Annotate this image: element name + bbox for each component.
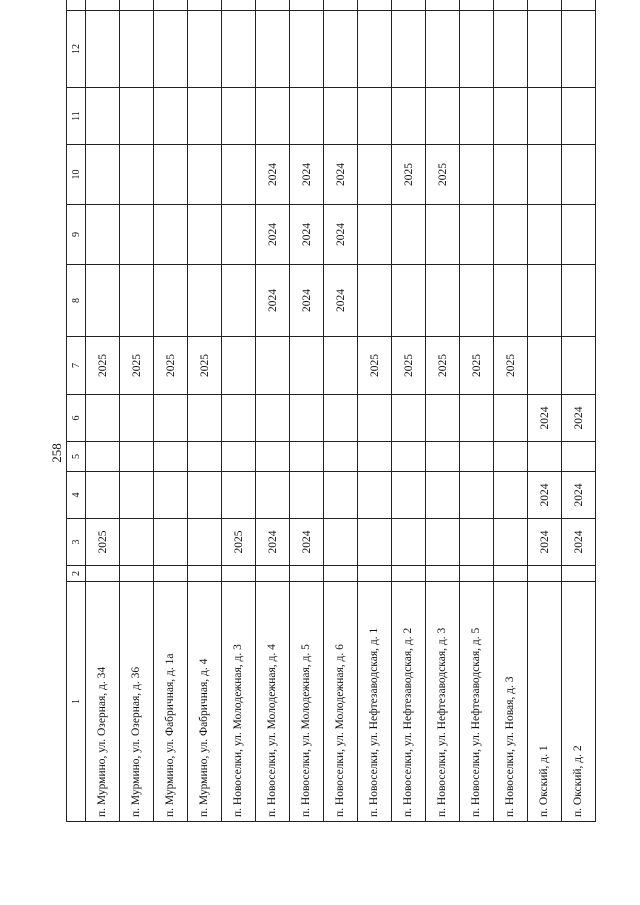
year-cell-c5 (392, 442, 426, 472)
year-cell-c10 (188, 145, 222, 205)
year-cell-c3: 2025 (222, 519, 256, 566)
year-cell-c12 (290, 11, 324, 88)
year-cell-c11 (188, 88, 222, 145)
year-cell-c5 (562, 442, 596, 472)
year-cell-c2 (86, 566, 120, 582)
year-cell-c8 (426, 265, 460, 337)
year-cell-c2 (494, 566, 528, 582)
column-number-header-row (67, 0, 86, 822)
column-header: 5 (67, 442, 86, 472)
year-cell-c8: 2024 (256, 265, 290, 337)
year-cell-c5 (426, 442, 460, 472)
year-cell-c2 (290, 566, 324, 582)
year-cell-c10 (562, 145, 596, 205)
year-cell-c6: 2024 (528, 395, 562, 442)
year-cell-c6 (188, 395, 222, 442)
address-cell: п. Мурмино, ул. Озерная, д. 34 (86, 582, 120, 822)
address-cell: п. Новоселки, ул. Молодежная, д. 5 (290, 582, 324, 822)
table-row (358, 0, 392, 822)
column-header: 12 (67, 11, 86, 88)
year-cell-c8 (494, 265, 528, 337)
year-cell-c7: 2025 (426, 337, 460, 395)
year-cell-c12 (392, 11, 426, 88)
year-cell-c11 (120, 88, 154, 145)
year-cell-c6: 2024 (562, 395, 596, 442)
year-cell-c5 (460, 442, 494, 472)
year-cell-c13 (256, 0, 290, 11)
year-cell-c12 (154, 11, 188, 88)
year-cell-c2 (120, 566, 154, 582)
year-cell-c6 (256, 395, 290, 442)
year-cell-c12 (222, 11, 256, 88)
year-cell-c6 (392, 395, 426, 442)
year-cell-c3: 2024 (290, 519, 324, 566)
year-cell-c13 (188, 0, 222, 11)
year-cell-c12 (256, 11, 290, 88)
year-cell-c2 (460, 566, 494, 582)
table-row (494, 0, 528, 822)
table-body (86, 0, 596, 822)
year-cell-c13 (494, 0, 528, 11)
year-cell-c5 (256, 442, 290, 472)
table-row (460, 0, 494, 822)
column-header: 10 (67, 145, 86, 205)
year-cell-c2 (222, 566, 256, 582)
year-cell-c7: 2025 (154, 337, 188, 395)
year-cell-c6 (154, 395, 188, 442)
table-row (120, 0, 154, 822)
year-cell-c13 (324, 0, 358, 11)
year-cell-c2 (358, 566, 392, 582)
year-cell-c13 (86, 0, 120, 11)
year-cell-c8: 2024 (290, 265, 324, 337)
address-cell: п. Новоселки, ул. Нефтезаводская, д. 5 (460, 582, 494, 822)
year-cell-c8 (528, 265, 562, 337)
year-cell-c4 (494, 472, 528, 519)
year-cell-c13 (154, 0, 188, 11)
year-cell-c4 (222, 472, 256, 519)
year-cell-c11 (222, 88, 256, 145)
year-cell-c4: 2024 (528, 472, 562, 519)
column-header: 9 (67, 205, 86, 265)
year-cell-c11 (154, 88, 188, 145)
year-cell-c3 (392, 519, 426, 566)
address-cell: п. Мурмино, ул. Озерная, д. 36 (120, 582, 154, 822)
year-cell-c10 (120, 145, 154, 205)
year-cell-c11 (460, 88, 494, 145)
year-cell-c2 (426, 566, 460, 582)
year-cell-c12 (494, 11, 528, 88)
year-cell-c12 (426, 11, 460, 88)
table-row (222, 0, 256, 822)
year-cell-c11 (86, 88, 120, 145)
year-cell-c4 (460, 472, 494, 519)
year-cell-c8 (460, 265, 494, 337)
address-cell: п. Новоселки, ул. Молодежная, д. 6 (324, 582, 358, 822)
year-cell-c10 (460, 145, 494, 205)
year-cell-c4 (154, 472, 188, 519)
year-cell-c3 (154, 519, 188, 566)
year-cell-c13 (290, 0, 324, 11)
year-cell-c9 (494, 205, 528, 265)
page-number: 258 (49, 443, 64, 463)
year-cell-c3: 2024 (256, 519, 290, 566)
column-header: 8 (67, 265, 86, 337)
year-cell-c5 (494, 442, 528, 472)
year-cell-c4 (188, 472, 222, 519)
year-cell-c12 (358, 11, 392, 88)
year-cell-c6 (222, 395, 256, 442)
year-cell-c7 (290, 337, 324, 395)
year-cell-c7: 2025 (494, 337, 528, 395)
year-cell-c4 (426, 472, 460, 519)
year-cell-c4 (392, 472, 426, 519)
year-cell-c4 (324, 472, 358, 519)
year-cell-c3: 2024 (528, 519, 562, 566)
year-cell-c12 (562, 11, 596, 88)
year-cell-c4 (256, 472, 290, 519)
year-cell-c5 (290, 442, 324, 472)
year-cell-c10: 2024 (256, 145, 290, 205)
year-cell-c4: 2024 (562, 472, 596, 519)
year-cell-c9: 2024 (256, 205, 290, 265)
year-cell-c8 (120, 265, 154, 337)
table-row (324, 0, 358, 822)
year-cell-c11 (392, 88, 426, 145)
year-cell-c6 (324, 395, 358, 442)
year-cell-c10: 2025 (426, 145, 460, 205)
year-cell-c9 (460, 205, 494, 265)
address-cell: п. Новоселки, ул. Молодежная, д. 4 (256, 582, 290, 822)
year-cell-c7: 2025 (86, 337, 120, 395)
year-cell-c7 (256, 337, 290, 395)
year-cell-c4 (290, 472, 324, 519)
year-cell-c4 (86, 472, 120, 519)
year-cell-c13 (426, 0, 460, 11)
table-row (562, 0, 596, 822)
year-cell-c13 (562, 0, 596, 11)
year-cell-c9 (154, 205, 188, 265)
year-cell-c5 (222, 442, 256, 472)
year-cell-c5 (154, 442, 188, 472)
year-cell-c12 (120, 11, 154, 88)
year-cell-c4 (120, 472, 154, 519)
year-cell-c11 (528, 88, 562, 145)
year-cell-c5 (86, 442, 120, 472)
year-cell-c10 (494, 145, 528, 205)
table-row (188, 0, 222, 822)
year-cell-c8 (392, 265, 426, 337)
year-cell-c11 (426, 88, 460, 145)
year-cell-c2 (188, 566, 222, 582)
year-cell-c7: 2025 (120, 337, 154, 395)
year-cell-c3 (426, 519, 460, 566)
year-cell-c8: 2024 (324, 265, 358, 337)
year-cell-c11 (324, 88, 358, 145)
year-cell-c10 (154, 145, 188, 205)
column-header: 6 (67, 395, 86, 442)
year-cell-c10 (222, 145, 256, 205)
column-header: 4 (67, 472, 86, 519)
year-cell-c3 (120, 519, 154, 566)
year-cell-c7: 2025 (188, 337, 222, 395)
year-cell-c6 (86, 395, 120, 442)
table-row (86, 0, 120, 822)
column-header: 2 (67, 566, 86, 582)
year-cell-c3: 2024 (562, 519, 596, 566)
year-cell-c3 (460, 519, 494, 566)
year-cell-c10: 2024 (324, 145, 358, 205)
year-cell-c10 (528, 145, 562, 205)
year-cell-c3 (494, 519, 528, 566)
year-cell-c9 (222, 205, 256, 265)
year-cell-c12 (324, 11, 358, 88)
year-cell-c7: 2025 (358, 337, 392, 395)
year-cell-c2 (154, 566, 188, 582)
year-cell-c3 (188, 519, 222, 566)
year-cell-c13 (528, 0, 562, 11)
year-cell-c10 (86, 145, 120, 205)
address-cell: п. Окский, д. 1 (528, 582, 562, 822)
year-cell-c9 (86, 205, 120, 265)
year-cell-c6 (120, 395, 154, 442)
year-cell-c10 (358, 145, 392, 205)
table-container (66, 30, 584, 822)
year-cell-c13 (460, 0, 494, 11)
year-cell-c11 (256, 88, 290, 145)
year-cell-c8 (188, 265, 222, 337)
year-cell-c3: 2025 (86, 519, 120, 566)
year-cell-c6 (460, 395, 494, 442)
year-cell-c5 (188, 442, 222, 472)
column-header: 11 (67, 88, 86, 145)
table-row (290, 0, 324, 822)
table-row (426, 0, 460, 822)
column-header: 3 (67, 519, 86, 566)
year-cell-c8 (86, 265, 120, 337)
year-cell-c2 (392, 566, 426, 582)
address-cell: п. Мурмино, ул. Фабричная, д. 1а (154, 582, 188, 822)
year-cell-c7 (528, 337, 562, 395)
year-cell-c3 (358, 519, 392, 566)
year-cell-c9 (528, 205, 562, 265)
year-cell-c13 (392, 0, 426, 11)
table-row (154, 0, 188, 822)
year-cell-c8 (562, 265, 596, 337)
year-cell-c7 (222, 337, 256, 395)
column-header: 7 (67, 337, 86, 395)
address-cell: п. Новоселки, ул. Молодежная, д. 3 (222, 582, 256, 822)
year-cell-c6 (290, 395, 324, 442)
year-cell-c11 (358, 88, 392, 145)
year-cell-c8 (222, 265, 256, 337)
address-cell: п. Новоселки, ул. Новая, д. 3 (494, 582, 528, 822)
year-cell-c9: 2024 (290, 205, 324, 265)
address-cell: п. Новоселки, ул. Нефтезаводская, д. 1 (358, 582, 392, 822)
year-cell-c12 (86, 11, 120, 88)
year-cell-c13 (358, 0, 392, 11)
year-cell-c9 (358, 205, 392, 265)
address-cell: п. Новоселки, ул. Нефтезаводская, д. 2 (392, 582, 426, 822)
year-cell-c9 (188, 205, 222, 265)
year-cell-c11 (290, 88, 324, 145)
column-header: 1 (67, 582, 86, 822)
year-cell-c7 (324, 337, 358, 395)
year-cell-c10: 2025 (392, 145, 426, 205)
year-cell-c2 (562, 566, 596, 582)
table-row (528, 0, 562, 822)
year-cell-c12 (528, 11, 562, 88)
year-cell-c12 (460, 11, 494, 88)
address-cell: п. Окский, д. 2 (562, 582, 596, 822)
year-cell-c9: 2024 (324, 205, 358, 265)
year-cell-c5 (528, 442, 562, 472)
year-cell-c5 (120, 442, 154, 472)
year-cell-c9 (562, 205, 596, 265)
year-cell-c11 (562, 88, 596, 145)
address-cell: п. Новоселки, ул. Нефтезаводская, д. 3 (426, 582, 460, 822)
year-cell-c2 (528, 566, 562, 582)
year-cell-c5 (324, 442, 358, 472)
year-cell-c10: 2024 (290, 145, 324, 205)
year-cell-c13 (222, 0, 256, 11)
year-cell-c11 (494, 88, 528, 145)
year-cell-c9 (392, 205, 426, 265)
table-row (256, 0, 290, 822)
column-header (67, 0, 86, 11)
year-cell-c13 (120, 0, 154, 11)
year-cell-c9 (426, 205, 460, 265)
rotated-table-frame (66, 30, 584, 822)
year-cell-c7: 2025 (392, 337, 426, 395)
year-cell-c8 (154, 265, 188, 337)
year-cell-c8 (358, 265, 392, 337)
year-cell-c2 (324, 566, 358, 582)
year-cell-c9 (120, 205, 154, 265)
housing-repair-schedule-table (66, 0, 596, 822)
year-cell-c5 (358, 442, 392, 472)
year-cell-c12 (188, 11, 222, 88)
year-cell-c6 (358, 395, 392, 442)
table-row (392, 0, 426, 822)
year-cell-c6 (494, 395, 528, 442)
year-cell-c3 (324, 519, 358, 566)
year-cell-c4 (358, 472, 392, 519)
year-cell-c6 (426, 395, 460, 442)
address-cell: п. Мурмино, ул. Фабричная, д. 4 (188, 582, 222, 822)
year-cell-c2 (256, 566, 290, 582)
year-cell-c7 (562, 337, 596, 395)
year-cell-c7: 2025 (460, 337, 494, 395)
